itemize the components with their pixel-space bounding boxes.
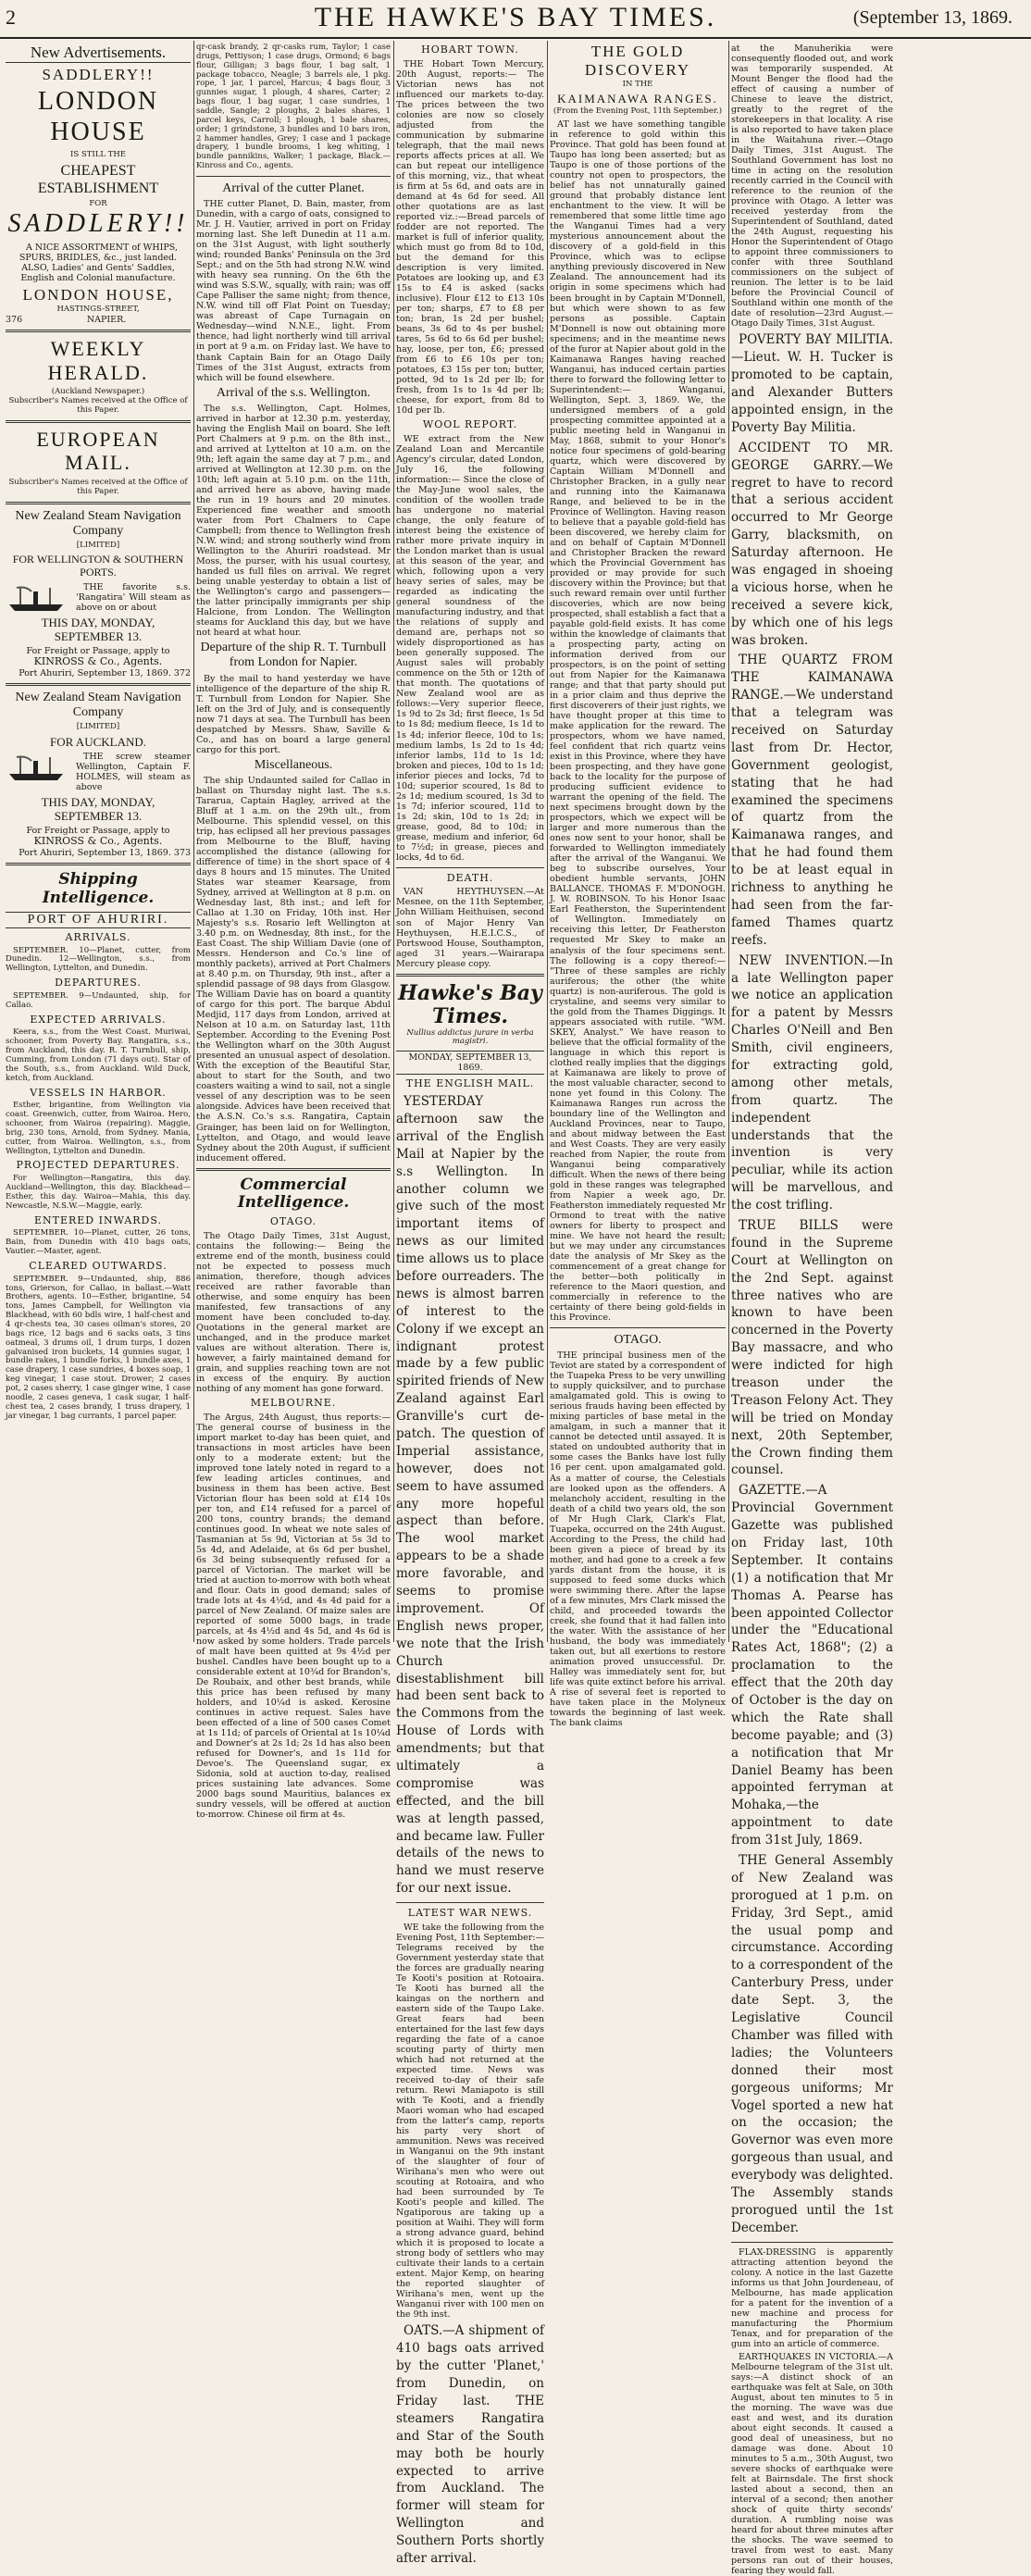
port-ahuriri-1: Port Ahuriri, September 13, 1869. 372 [19, 667, 191, 678]
paper-masthead: Hawke's Bay Times. [398, 980, 542, 1029]
new-ads-heading: New Advertisements. [6, 44, 191, 63]
divider [6, 863, 191, 865]
projected-heading: PROJECTED DEPARTURES. [16, 1159, 180, 1172]
flood-news: at the Manuherikia were consequently flooded out, and work was temporarily suspended. At Mount Benger the flood had the effect of causing a number of Chinese to leave the district, greatly to the regret of the storekeepers in that locality. A rise is also reported to have taken place in the Waitahuna river.—Otago Daily Times, 31st August. The Southland Government has lost no time in acting on the resolution recently carried in the Council with reference to the reunion of the province with Otago. A letter was received yesterday from the Superintendent of Southland, dated the 24th August, requesting his Honor the Superintendent of Otago to appoint three commissioners to confer with three Southland commissioners on the subject of reunion. The letter is to be laid before the Provincial Council of Southland within one month of the date of resolution—23rd August.—Otago Daily Times, 31st August. [731, 44, 893, 330]
screw-steamer-ad: THE screw steamer Wellington, Captain F. HOLMES, will steam as above [76, 752, 191, 793]
this-day-1: THIS DAY, MONDAY, SEPTEMBER 13. [41, 615, 155, 643]
cargo-continued: qr-cask brandy, 2 qr-casks rum, Taylor; 1 case drugs, Pettiyson; 1 case drugs, Ormond; 6 bags flour, Gilligan; 3 bags flour, 1 bag salt, 1 package tobacco, Neagle; 3 barrels ale, 1 pkg. rope, 1 jar, 1 parcel, Harcus; 4 bags flour, 3 gunnies sugar, 1 plough, 4 shares, Carter; 2 bags flour, 1 bag sugar, 1 case sundries, 1 saddle, Sangle; 2 ploughs, 2 bales shares, 1 parcel keys, Carroll; 1 plough, 1 bale shares, order; 1 grindstone, 3 bundles and 10 bars iron, 2 hammer handles, Grey; 1 case and 1 package drapery, 1 bundle brooms, 1 keg whiting, 1 bundle pannikins, Walker; 1 package, Black.—Kinross and Co., agents. [196, 43, 391, 171]
rangatira-ad: THE favorite s.s. 'Rangatira' Will steam as above on or about [76, 581, 191, 613]
true-bills: TRUE BILLS were found in the Supreme Court at Wellington on the 2nd Sept. against three natives who are known to have been concerned in the Poverty Bay massacre, and who were indicted for high treason under the Treason Felony Act. They will be tried on Monday next, 20th September, the Crown finding them counsel. [731, 1217, 893, 1478]
turnbull-body: By the mail to hand yesterday we have intelligence of the departure of the ship R. T. Turnbull from London for Napier. She left on the 3rd of July, and is consequently now 71 days at sea. The Turnbull has been despatched by Messrs. Shaw, Saville & Co., and has on board a large general cargo for this port. [196, 673, 391, 755]
kinross-2: KINROSS & Co., Agents. [33, 835, 163, 848]
divider [6, 420, 191, 423]
divider [196, 1168, 391, 1171]
poverty-bay-militia: POVERTY BAY MILITIA.—Lieut. W. H. Tucker is promoted to be captain, and Alexander Butters appointed ensign, in the Poverty Bay Militia. [731, 332, 893, 435]
death-body: VAN HEYTHUYSEN.—At Mesnee, on the 11th September, John William Heithuisen, second son of Major Henry Van Heythuysen, H.E.I.C.S., of Portswood House, Southampton, aged 31 years.—Wairarapa Mercury please copy. [396, 887, 544, 969]
steamship-icon [6, 584, 70, 614]
otago-commercial-heading: OTAGO. [269, 1215, 317, 1227]
column-1 [6, 41, 191, 1642]
saddlery-italic-heading: SADDLERY!! [7, 209, 189, 239]
quartz-news: THE QUARTZ FROM THE KAIMANAWA RANGE.—We understand that a telegram was received on Saturday last from Dr. Hector, Government geologist, stating that he had examined the specimens of quartz from the Kaimanawa ranges, and that he had found them to be at least equal in richness to anything he had seen from the far-famed Thames quartz reefs. [731, 653, 893, 948]
cleared-heading: CLEARED OUTWARDS. [29, 1260, 168, 1272]
gazette: GAZETTE.—A Provincial Government Gazette was published on Friday last, 10th September. It contains (1) a notification that Mr Thomas A. Pearse has been appointed Collector under the "Educational Rates Act, 1868"; (2) a proclamation to the effect that the 20th day of October is the day on which the Rate shall become payable; and (3) a notification that Mr Daniel Beamy has been appointed ferryman at Mohaka,—the appointment to date from 31st July, 1869. [731, 1483, 893, 1848]
planet-heading: Arrival of the cutter Planet. [222, 181, 365, 196]
divider [550, 1327, 726, 1328]
steamship-icon [6, 753, 70, 783]
shipping-intelligence-heading: Shipping Intelligence. [42, 870, 155, 907]
motto: Nullius addictus jurare in verba magistri. [406, 1027, 534, 1047]
new-invention: NEW INVENTION.—In a late Wellington paper we notice an application for a patent by Messrs Charles O'Neill and Ben Smith, civil engineers, for extracting gold, among other metals, from quartz. The independent understands that the invention is very peculiar, while its action will be marvellous, and the cost trifling. [731, 952, 893, 1213]
commercial-heading: Commercial Intelligence. [237, 1175, 350, 1213]
freight-1: For Freight or Passage, apply to [26, 646, 170, 657]
general-assembly: THE General Assembly of New Zealand was prorogued at 1 p.m. on Friday, 3rd Sept., amid the usual pomp and circumstance. According to a correspondent of the Canterbury Press, under date Sept. 3, the Legislative Council Chamber was filled with ladies; the Volunteers donned their most gorgeous uniforms; Mr Vogel sported a new hat on the occasion; the Governor was even more gorgeous than usual, and everybody was delighted. The Assembly stands prorogued until the 1st December. [731, 1853, 893, 2235]
miscellaneous-body: The ship Undaunted sailed for Callao in ballast on Thursday night last. The s.s. Tararua, Captain Hagley, arrived at the Bluff at 1 a.m. on the 29th ult., from Melbourne. This splendid vessel, on this trip, has eclipsed all her previous passages from Melbourne to the Bluff, having accomplished the distance (allowing for difference of time) in the short space of 4 days 8 hours and 15 minutes. The United States war steamer Kearsage, from Sydney, arrived at Wellington at 8 p.m. on Wednesday last, 8th inst.; and left for Callao at 1.30 on Friday, 10th inst. Her Majesty's s.s. Rosario left Wellington at 3.40 p.m. on Wednesday, 8th inst., for the East Coast. The ship William Davie (one of Messrs. Henderson and Co.'s line of monthly packets), arrived at Port Chalmers at 8.40 p.m. on Thursday, 9th inst., after a splendid passage of 98 days from Glasgow. The William Davie has on board a quantity of cargo for this port. The barque Abdul Medjid, 117 days from London, arrived at Nelson at 10 a.m. on Saturday last, 11th September. According to the Evening Post the Wellington wharf on the 30th August presented an unusual aspect of desolation. With the exception of the Beautiful Star, about to start for the South, and two coasters waiting a wind to sail, not a single vessel of any description was to be seen alongside. Advices have been received that the A.S.N. Co.'s s.s. Rangatira, Captain Grainger, has been laid on for Wellington, Lyttelton, and Otago, and would leave Sydney about the 20th August, if sufficient inducement offered. [196, 775, 391, 1164]
divider [396, 867, 544, 868]
kaimanawa-heading: KAIMANAWA RANGES. [557, 92, 718, 106]
turnbull-heading: Departure of the ship R. T. Turnbull from London for Napier. [200, 641, 387, 670]
gold-discovery-heading: THE GOLD DISCOVERY [584, 43, 691, 79]
port-ahuriri-2: Port Ahuriri, September 13, 1869. 373 [19, 848, 191, 859]
column-2 [196, 41, 391, 1821]
english-mail-body: YESTERDAY afternoon saw the arrival of the English Mail at Napier by the s.s Wellington. In another column we give such of the most important items of news as our limited time allows us to place before ourreaders. The news is almost barren of interest to the Colony if we except an indignant protest made by a few public spirited friends of New Zealand against Earl Granville's curt de-patch. The question of Imperial assistance, however, does not seem to have assumed any more hopeful aspect than before. The wool market appears to be a shade more favorable, and seems to promise improvement. Of English news proper, we note that the Irish Church disestablishment bill had been sent back to the Commons from the House of Lords with amendments; but that ultimately a compromise was effected, and the bill was at length passed, and became law. Fuller details of the news to hand we must reserve for our next issue. [396, 1094, 544, 1897]
gold-discovery-body: AT last we have something tangible in reference to gold within this Province. That gold has been found at Taupo has long been asserted; but as Taupo is one of those portions of the country not open to prospectors, the belief has not unnaturally gained ground that probably distance lent enchantment to the view. It will be remembered that some little time ago the Wanganui Times had a very mysterious announcement about the discovery of a gold-field in this Province, which was to eclipse anything previously discovered in New Zealand. The announcement had its origin in some specimens which had been brought in by Captain M'Donnell, but which were shown to as few persons as possible. Captain M'Donnell is now out obtaining more specimens; and in the meantime news of the furor at Napier about gold in the Kaimanawa Ranges having reached Wanganui, has induced certain parties there to forward the following letter to Superintendent:— Wanganui, Wellington, Sept. 3, 1869. We, the undersigned members of a gold prospecting committee appointed at a public meeting held in Wanganui in May, 1868, submit to your Honor's notice four specimens of gold-bearing quartz, which were discovered by Captain William M'Donnell and Christopher Bracken, in a gully near and running into the Kaimanawa Range, and believed to be in the Province of Wellington. Having reason to believe that a payable gold-field has been discovered, we hereby claim for and on behalf of Captain M'Donnell and Christopher Bracken the reward which the Provincial Government has provided or may provide for such discovery within the Province; but that such reward remain over until further discoveries, which are now being prospected, shall establish a fact that a payable gold-field exists. It has come within the knowledge of claimants that a prospecting party, acting on information derived from our prospectors, is on the point of setting out from Napier for the Kaimanawa range; and that that party should put in a prior claim and thus deprive the first discoverers of their just rights, we have thought proper at this time to make application for the reward. The prospectors, whom we have named, feel confident that rich quartz veins exist in this Province, where they have been prospecting, and they have gone back to the locality for the purpose of producing sufficient evidence to warrant the opening of the field. The next specimens brought down by the prospectors, which we expect will be larger and more numerous than the ones now sent to your honor, shall be forwarded to Wellington immediately after the arrival of the Wanganui. We beg to subscribe ourselves, Your obedient humble servants, JOHN BALLANCE. THOMAS F. M'DONOGH. J. W. ROBINSON. To his Honor Isaac Earl Featherston, the Superintendent of Wellington. Immediately on receiving this letter, Dr Featherston requested Mr Skey to make an analysis of the four specimens sent. The following is a copy thereof:— "Three of these samples are richly auriferous; the other (the white quartz) is non-auriferous. The gold is crystaline, and seems very similar to the gold from the Thames Diggings. It appears associated with rutile. "WM. SKEY, Analyst." We have reason to believe that the official formality of the language in which this report is clothed really implies that the diggings at Kaimanawa are likely to prove of the most valuable character, second to none yet found in this Colony. The Kaimanawa Ranges run across the boundary line of the Wellington and Auckland Provinces, near to Taupo, and about midway between the East and West Coasts. They are very easily reached from Napier, the route from Wanganui being comparatively difficult. When the news of there being gold in these ranges was telegraphed from Napier a week ago, Dr. Featherston immediately requested Mr Ormond to treat with the native owners for liberty to prospect and mine. We have not heard the result; but we may under any circumstances date the analysis of Mr Skey as the commencement of a great change for the better—both politically in reference to the Maori question, and commercially in reference to the certainty of there being gold-fields in this Province. [550, 119, 726, 1324]
earthquakes-victoria: EARTHQUAKES IN VICTORIA.—A Melbourne telegram of the 31st ult. says:—A distinct shock of an earthquake was felt at Sale, on 30th August, about ten minutes to 5 in the morning. The wave was due east and west, and its duration about eight seconds. It caused a good deal of uneasiness, but no damage was done. About 10 minutes to 5 a.m., 30th August, two severe shocks of earthquake were felt at Bairnsdale. The first shock lasted about a second, then an interval of a second; then another shock of quite thirty seconds' duration. A rumbling noise was heard for about three minutes after the shocks. The wave seemed to travel from west to east. Many persons ran out of their houses, fearing they would fall. [731, 2351, 893, 2576]
flax-dressing: FLAX-DRESSING is apparently attracting attention beyond the colony. A notice in the last Gazette informs us that John Jourdeneau, of Melbourne, has made application for a patent for the invention of a new machine and process for manufacturing the Phormium Tenax, and for preparation of the gum into an article of commerce. [731, 2246, 893, 2349]
subscribers-note-2: Subscriber's Names received at the Office of this Paper. [8, 477, 188, 496]
wellington-body: The s.s. Wellington, Capt. Holmes, arrived in harbor at 12.30 p.m. yesterday, having the English Mail on board. She left Port Chalmers at 9 p.m. on the 8th inst., and arrived at Lyttelton at 10 a.m. on the 9th; left again the same day at 7 p.m., and arrived at Wellington at 12.30 p.m. on the 10th; left again at 5.10 p.m. on the 11th, and arrived here as above, having made the run in 19 hours and 20 minutes. Experienced fine weather and smooth water from Port Chalmers to Cape Campbell; from thence to Wellington fresh N.W. wind; and strong southerly wind from Wellington to the Ahuriri roadstead. Mr Moss, the purser, with his usual courtesy, handed us full files on arrival. We regret being unable yesterday to obtain a list of the Wellington's cargo and passengers—the latter principally immigrants per ship Halcione, from London. The Wellington steams for Auckland this day, but we have not heard at what hour. [196, 403, 391, 639]
column-rule [393, 41, 394, 1642]
from-evening-post: (From the Evening Post, 11th September.) [553, 106, 723, 117]
subscribers-note-1: Subscriber's Names received at the Office of this Paper. [8, 396, 188, 416]
otago-body: THE principal business men of the Teviot are stated by a correspondent of the Tuapeka Press to be very unwilling to supply quicksilver, and to purchase amalgamated gold. This is owing to serious frauds having been effected by mixing particles of base metal in the amalgam, in such a manner that it cannot be detected until assayed. It is stated on undoubted authority that in some cases the Banks have lost fully 16 per cent. upon amalgamated gold. As a matter of course, the Celestials are looked upon as the offenders. A melancholy accident, resulting in the death of a child two years old, the son of Mr Hugh Clark, Clark's Flat, Tuapeka, occurred on the 24th August. According to the Press, the child had been given a piece of bread by its mother, and had gone to a creek a few yards distant from the house, it is supposed to feed some ducks which were swimming there. After the lapse of a few minutes, Mrs Clark missed the child, and proceeded towards the creek, she found that it had fallen into the water. With the assistance of her husband, the body was immediately taken out, but all exertions to restore animation proved unsuccessful. Dr. Halley was immediately sent for, but life was quite extinct before his arrival. A rise of several feet is reported to have taken place in the Molyneux towards the beginning of last week. The bank claims [550, 1350, 726, 1728]
european-mail-heading: EUROPEAN MAIL. [36, 427, 160, 475]
divider [6, 502, 191, 504]
divider [196, 176, 391, 177]
for-label: FOR [89, 199, 107, 209]
hobart-body: THE Hobart Town Mercury, 20th August, reports:— The Victorian news has not influenced our markets to-day. The prices between the two colonies are now so closely adjusted from the communication by submarine telegraph, that the mail news reports affects prices at all. We can but repeat our intelligence of this morning, viz., that wheat is firm at 5s 6d, and oats are in demand at 4s 6d for seed. All other quotations are as last reported viz.:—Bread parcels of fodder are not reported. The market is full of inferior quality, which must go from 8d to 10d, but the demand for this description is very limited. Potatoes are looking up, and £3 15s to £4 is asked (sacks inclusive). Flour £12 to £13 10s per ton; sharps, £7 to £8 per ton; bran, 1s 2d per bushel; beans, 3s 6d to 4s per bushel; tares, 5s 6d to 6s 6d per bushel; hay, loose, per ton, £6; pressed from £6 to £6 10s per ton; potatoes, £3 15s per ton; butter, potted, 9d to 1s 2d per lb; for fresh, from 1s to 1s 4d per lb; cheese, for export, from 8d to 10d per lb. [396, 58, 544, 417]
expected-body: Keera, s.s., from the West Coast. Muriwai, schooner, from Poverty Bay. Rangatira, s.s., from Auckland, this day. R. T. Turnbull, ship, Cumming, from London (71 days out). Star of the South, s.s., from Auckland. Wild Duck, ketch, from Auckland. [6, 1027, 191, 1083]
is-still-the: IS STILL THE [69, 150, 126, 160]
column-3 [396, 41, 544, 2567]
departures-body: SEPTEMBER. 9—Undaunted, ship, for Callao. [6, 990, 191, 1010]
vessels-heading: VESSELS IN HARBOR. [30, 1086, 167, 1099]
vessels-body: Esther, brigantine, from Wellington via coast. Greenwich, cutter, from Wairoa. Hero, schooner, from Wairoa (repairing). Maggie, brig, 230 tons, Arnold, from Sydney. Mania, cutter, from Wairoa. Wellington, s.s., from Wellington, Lyttelton and Dunedin. [6, 1101, 191, 1156]
divider [6, 330, 191, 332]
wool-body: WE extract from the New Zealand Loan and Mercantile Agency's circular, dated London, July 16, the following information:— Since the close of the May-June wool sales, the condition of the woollen trade has undergone no material change, the only feature of interest being the existence of rather more private inquiry in the London market than is usual at this season of the year, and which, following upon a very heavy series of sales, may be regarded as indicating the general soundness of the manufacturing industry, and that the relations of supply and demand are, perhaps not so widely disproportioned as has been generally supposed. The August sales will probably commence on the 5th or 12th of that month. The quotations of New Zealand wool are as follows:—Very superior fleece, 1s 9d to 2s 3d; first fleece, 1s 5d to 1s 8d; medium fleece, 1s 1d to 1s 4d; inferior fleece, 10d to 1s; medium lambs, 1s 2d to 1s 4d; inferior lambs, 11d to 1s 1d; broken and pieces, 10d to 1s 1d; inferior pieces and locks, 7d to 10d; superior scoured, 1s 8d to 2s 1d; medium scoured, 1s 3d to 1s 7d; inferior scoured, 11d to 1s 2d; skin, 10d to 1s 2d; in grease, good, 8d to 10d; in grease, medium and inferior, 6d to 7½d; in grease, pieces and locks, 4d to 6d. [396, 434, 544, 863]
arrivals-heading: ARRIVALS. [65, 930, 131, 943]
entered-body: SEPTEMBER. 10—Planet, cutter, 26 tons, Bain, from Dunedin with 410 bags oats, Vautier.—Master, agent. [6, 1228, 191, 1257]
newspaper-title: THE HAWKE'S BAY TIMES. [314, 2, 717, 32]
napier-line [6, 315, 191, 325]
divider [396, 974, 544, 977]
otago-commercial-body: The Otago Daily Times, 31st August, contains the following:— Being the extreme end of the month, business could not be expected to possess much animation, therefore, though advices received are rather favorable than otherwise, and some enquiry has been manifested, few transactions of any moment have been concluded to-day. Quotations in the general market are unchanged, and in the produce market values are without alteration. There is, however, a fairly maintained demand for grain, and supplies reaching town are not in excess of the enquiry. By auction nothing of any moment has gone forward. [196, 1230, 391, 1394]
this-day-2: THIS DAY, MONDAY, SEPTEMBER 13. [41, 795, 155, 824]
projected-body: For Wellington—Rangatira, this day. Auckland—Wellington, this day. Blackhead—Esther, this day. Wairoa—Mahia, this day. Newcastle, N.S.W.—Maggie, early. [6, 1174, 191, 1211]
freight-2: For Freight or Passage, apply to [26, 826, 170, 837]
divider [731, 2242, 893, 2243]
london-house-heading: LONDON HOUSE [37, 87, 159, 146]
assortment-ad: A NICE ASSORTMENT of WHIPS, SPURS, BRIDLES, &c., just landed. ALSO, Ladies' and Gents' Saddles, English and Colonial manufacture. [19, 242, 178, 283]
garry-accident: ACCIDENT TO MR. GEORGE GARRY.—We regret to have to record that a serious accident occurred to Mr George Garry, blacksmith, on Saturday afternoon. He was engaged in shoeing a vicious horse, when he received a severe kick, by which one of his legs was broken. [731, 440, 893, 648]
oats-and-steamers: OATS.—A shipment of 410 bags oats arrived by the cutter 'Planet,' from Dunedin, on Friday last. THE steamers Rangatira and Star of the South may both be hourly expected to arrive from Auckland. The former will steam for Wellington and Southern Ports shortly after arrival. [396, 2323, 544, 2567]
english-mail-heading: THE ENGLISH MAIL. [405, 1077, 535, 1090]
column-rule [728, 41, 729, 1642]
column-rule [193, 41, 194, 1642]
divider [396, 1902, 544, 1903]
miscellaneous-heading: Miscellaneous. [254, 757, 333, 772]
london-house-2: LONDON HOUSE, [22, 285, 174, 304]
issue-date: (September 13, 1869. [852, 7, 1012, 28]
arrivals-body: SEPTEMBER. 10—Planet, cutter, from Dunedin. 12—Wellington, s.s., from Wellington, Lyttelton, and Dunedin. [6, 945, 191, 974]
cheapest-heading: CHEAPEST ESTABLISHMENT [37, 163, 159, 196]
limited-1: [LIMITED] [76, 541, 120, 551]
wellington-heading: Arrival of the s.s. Wellington. [216, 385, 371, 400]
ad-number: 376 [6, 315, 23, 326]
nzsn-heading-2: New Zealand Steam Navigation Company [15, 690, 181, 720]
nzsn-heading-1: New Zealand Steam Navigation Company [15, 508, 181, 538]
date-line: MONDAY, SEPTEMBER 13, 1869. [396, 1051, 544, 1075]
kinross-1: KINROSS & Co., Agents. [33, 655, 163, 668]
column-5 [731, 41, 893, 2576]
cleared-body: SEPTEMBER. 9—Undaunted, ship, 886 tons, Grierson, for Callao, in ballast.—Watt Brothers, agents. 10—Esther, brigantine, 54 tons, James Campbell, for Wellington via Blackhead, with 60 bdls wire, 1 half-chest and 4 qr-chests tea, 30 cases oilman's stores, 20 bags rice, 12 bags and 6 sacks oats, 3 tins oatmeal, 3 drums oil, 1 drum turps, 1 dozen galvanised iron buckets, 14 gunnies sugar, 1 bundle rakes, 1 bundle forks, 1 bundle axes, 1 case drapery, 1 case sundries, 4 boxes soap, 1 keg vinegar, 1 case stout. Drower; 2 cases pot, 2 cases sherry, 1 case ginger wine, 1 case noodle, 2 cases geneva, 1 cask sugar, 1 half-chest tea, 2 cases brandy, 1 truss drapery, 1 jar vinegar, 1 bag currants, 1 parcel paper. [6, 1274, 191, 1421]
entered-heading: ENTERED INWARDS. [33, 1213, 163, 1226]
hastings-street: HASTINGS-STREET, [56, 305, 140, 315]
auckland-newspaper: (Auckland Newspaper.) [51, 387, 145, 397]
otago-heading: OTAGO. [614, 1333, 662, 1348]
planet-body: THE cutter Planet, D. Bain, master, from Dunedin, with a cargo of oats, consigned to Mr. J. H. Vautier, arrived in port on Friday morning last. She left Dunedin at 11 a.m. on the 31st August, with light southerly wind; rounded Banks' Peninsula on the 3rd Sept.; and on the 5th had strong N.W. wind with heavy sea running. On the 6th the wind was S.S.W., squally, with rain; was off Cape Palliser the same night; from thence, N.W. wind till off Flat Point on Tuesday; was abreast of Cape Turnagain on Wednesday—wind N.N.E., light. From thence, had light northerly wind till arrival in port at 9 a.m. on Friday last. We have to thank Captain Bain for an Otago Daily Times of the 31st August, extracts from which will be found elsewhere. [196, 199, 391, 383]
hobart-heading: HOBART TOWN. [421, 44, 519, 56]
death-heading: DEATH. [446, 871, 494, 884]
page-number: 2 [6, 6, 16, 29]
weekly-herald-heading: WEEKLY HERALD. [47, 337, 149, 384]
expected-heading: EXPECTED ARRIVALS. [30, 1013, 167, 1026]
limited-2: [LIMITED] [76, 722, 120, 732]
wool-heading: WOOL REPORT. [422, 418, 518, 431]
saddlery-heading: SADDLERY!! [42, 65, 155, 83]
port-of-ahuriri: PORT OF AHURIRI. [6, 912, 191, 928]
column-4 [550, 41, 726, 1728]
column-rule [547, 41, 548, 1642]
for-wellington-heading: FOR WELLINGTON & SOUTHERN PORTS. [12, 553, 184, 579]
divider [6, 683, 191, 686]
melbourne-heading: MELBOURNE. [250, 1397, 337, 1409]
in-the-label: IN THE [622, 80, 653, 90]
melbourne-body: The Argus, 24th August, thus reports:— The general course of business in the import market to-day has been quiet, and transactions in most articles have been only to a moderate extent; but the improved tone lately noted in regard to a few leading articles continues, and business in them has been active. Best Victorian flour has been sold at £14 10s per ton, and £14 refused for a parcel of 200 tons, country brands; the demand continues good. In wheat we note sales of Tasmanian at 5s 9d, Victorian at 5s 3d to 5s 4d, and Adelaide, at 6s 6d per bushel, 6s 3d being subsequently refused for a parcel of Victorian. The market will be tried at auction to-morrow with both wheat and flour. Oats in good demand; sales of trade lots at 4s 4½d, and 4s 4d paid for a parcel of New Zealand. Of maize sales are reported of some 5000 bags, in trade parcels, at 4s 4½d and 4s 5d, and 4s 6d is now asked by some holders. Trade parcels of malt have been quitted at 9s 4½d per bushel. Candles have been bought up to a considerable extent at 10¾d for Brandon's, De Roubaix, and other best brands, while this price has been refused by many holders, and 10¼d is asked. Kerosine continues in active request. Sales have been effected of a line of 500 cases Comet at 1s 11d; of parcels of Oriental at 1s 10¼d and Downer's at 2s 1d; 2s 1d has also been refused for Downer's, and 1s 11d for Devoe's. The Queensland sugar, ex Sidonia, sold at auction to-day, realised prices sustaining late advances. Some 2000 bags sound Mauritius, balances ex sundry vessels, will be offered at auction to-morrow. Chinese oil firm at 4s. [196, 1412, 391, 1821]
departures-heading: DEPARTURES. [55, 977, 142, 989]
for-auckland-heading: FOR AUCKLAND. [49, 735, 146, 750]
masthead [0, 0, 1031, 39]
war-news-heading: LATEST WAR NEWS. [407, 1907, 533, 1920]
war-news-body: WE take the following from the Evening Post, 11th September:— Telegrams received by the Government yesterday state that the forces are gradually nearing Te Kooti's position at Rotoaira. Te Kooti has burned all the kaingas on the northern and eastern side of the Taupo Lake. Great fears had been entertained for the last few days regarding the fate of a canoe scouting party of thirty men which had not returned at the expected time. News was received to-day of their safe return. Rewi Maniapoto is still with Te Kooti, and a friendly Maori woman who had escaped from the latter's camp, reports his party very short of ammunition. News was received in Wanganui on the 9th instant of the slaughter of four of Wirihana's men who were out scouting at Rotoaira, and who had been surrounded by Te Kooti's people and killed. The Ngatiporous are taking up a position at Waihi. They will form a strong advance guard, behind which it is proposed to locate a strong body of settlers who may cultivate their lands to a certain extent. Major Kemp, on hearing the reported slaughter of Wirihana's men, went up the Wanganui river with 100 men on the 9th inst. [396, 1922, 544, 2321]
napier-label: NAPIER. [86, 315, 127, 326]
